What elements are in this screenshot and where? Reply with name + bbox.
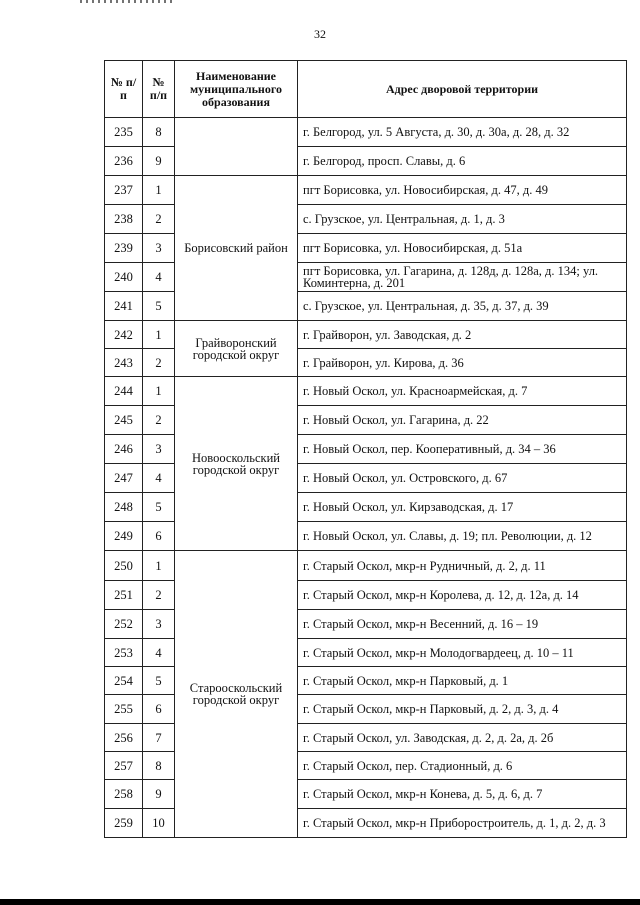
row-number-local: 3: [143, 234, 175, 263]
address-cell: г. Грайворон, ул. Заводская, д. 2: [298, 321, 627, 349]
address-cell: с. Грузское, ул. Центральная, д. 1, д. 3: [298, 205, 627, 234]
row-number-local: 2: [143, 581, 175, 610]
row-number: 235: [105, 118, 143, 147]
row-number: 238: [105, 205, 143, 234]
row-number: 244: [105, 377, 143, 406]
row-number: 245: [105, 406, 143, 435]
row-number-local: 1: [143, 377, 175, 406]
territories-table: [104, 60, 627, 838]
address-cell: г. Новый Оскол, ул. Кирзаводская, д. 17: [298, 493, 627, 522]
row-number: 236: [105, 147, 143, 176]
row-number-local: 1: [143, 176, 175, 205]
header-municipality: Наименование муниципального образования: [175, 61, 298, 118]
address-cell: г. Новый Оскол, ул. Славы, д. 19; пл. Революции, д. 12: [298, 522, 627, 551]
header-row-number: № п/п: [105, 61, 143, 118]
row-number-local: 6: [143, 522, 175, 551]
address-cell: пгт Борисовка, ул. Новосибирская, д. 51а: [298, 234, 627, 263]
address-cell: пгт Борисовка, ул. Гагарина, д. 128д, д. 128а, д. 134; ул. Коминтерна, д. 201: [298, 263, 627, 292]
municipality-cell: Старооскольский городской округ: [175, 551, 298, 838]
row-number-local: 2: [143, 406, 175, 435]
row-number-local: 7: [143, 724, 175, 752]
address-cell: г. Старый Оскол, мкр-н Королева, д. 12, д. 12а, д. 14: [298, 581, 627, 610]
address-cell: г. Старый Оскол, мкр-н Весенний, д. 16 – 19: [298, 610, 627, 639]
address-cell: г. Белгород, ул. 5 Августа, д. 30, д. 30а, д. 28, д. 32: [298, 118, 627, 147]
address-cell: пгт Борисовка, ул. Новосибирская, д. 47, д. 49: [298, 176, 627, 205]
row-number: 237: [105, 176, 143, 205]
municipality-cell: [175, 118, 298, 176]
table-body: [105, 118, 627, 838]
row-number: 251: [105, 581, 143, 610]
row-number: 259: [105, 809, 143, 838]
row-number: 248: [105, 493, 143, 522]
row-number-local: 5: [143, 292, 175, 321]
address-cell: г. Старый Оскол, мкр-н Парковый, д. 1: [298, 667, 627, 695]
row-number-local: 5: [143, 667, 175, 695]
row-number: 252: [105, 610, 143, 639]
table-row: [105, 377, 627, 406]
address-cell: г. Белгород, просп. Славы, д. 6: [298, 147, 627, 176]
row-number: 247: [105, 464, 143, 493]
header-address: Адрес дворовой территории: [298, 61, 627, 118]
row-number-local: 10: [143, 809, 175, 838]
row-number-local: 8: [143, 752, 175, 780]
row-number-local: 1: [143, 321, 175, 349]
address-cell: г. Новый Оскол, ул. Островского, д. 67: [298, 464, 627, 493]
header-row-number-local: № п/п: [143, 61, 175, 118]
address-cell: г. Новый Оскол, пер. Кооперативный, д. 34 – 36: [298, 435, 627, 464]
row-number: 240: [105, 263, 143, 292]
municipality-cell: Новооскольский городской округ: [175, 377, 298, 551]
row-number: 243: [105, 349, 143, 377]
page-number: 32: [314, 27, 326, 41]
row-number: 239: [105, 234, 143, 263]
row-number: 242: [105, 321, 143, 349]
row-number-local: 9: [143, 147, 175, 176]
row-number: 246: [105, 435, 143, 464]
scan-artifact-top: [80, 0, 175, 3]
municipality-cell: Борисовский район: [175, 176, 298, 321]
scan-artifact-bottom: [0, 899, 640, 905]
address-cell: г. Старый Оскол, ул. Заводская, д. 2, д. 2а, д. 2б: [298, 724, 627, 752]
address-cell: г. Старый Оскол, мкр-н Конева, д. 5, д. 6, д. 7: [298, 780, 627, 809]
row-number: 241: [105, 292, 143, 321]
address-cell: с. Грузское, ул. Центральная, д. 35, д. 37, д. 39: [298, 292, 627, 321]
row-number: 258: [105, 780, 143, 809]
row-number: 253: [105, 639, 143, 667]
address-cell: г. Старый Оскол, пер. Стадионный, д. 6: [298, 752, 627, 780]
address-cell: г. Старый Оскол, мкр-н Молодогвардеец, д. 10 – 11: [298, 639, 627, 667]
row-number-local: 3: [143, 610, 175, 639]
table-row: [105, 118, 627, 147]
row-number: 254: [105, 667, 143, 695]
table-row: [105, 551, 627, 581]
address-cell: г. Новый Оскол, ул. Красноармейская, д. 7: [298, 377, 627, 406]
row-number-local: 5: [143, 493, 175, 522]
row-number: 250: [105, 551, 143, 581]
address-cell: г. Грайворон, ул. Кирова, д. 36: [298, 349, 627, 377]
row-number: 256: [105, 724, 143, 752]
row-number: 255: [105, 695, 143, 724]
table-row: [105, 321, 627, 349]
row-number-local: 3: [143, 435, 175, 464]
row-number-local: 2: [143, 349, 175, 377]
row-number-local: 8: [143, 118, 175, 147]
row-number-local: 4: [143, 263, 175, 292]
table-row: [105, 176, 627, 205]
address-cell: г. Старый Оскол, мкр-н Парковый, д. 2, д. 3, д. 4: [298, 695, 627, 724]
row-number: 249: [105, 522, 143, 551]
table-header-row: [105, 61, 627, 118]
row-number-local: 2: [143, 205, 175, 234]
row-number-local: 9: [143, 780, 175, 809]
address-cell: г. Новый Оскол, ул. Гагарина, д. 22: [298, 406, 627, 435]
row-number-local: 1: [143, 551, 175, 581]
municipality-cell: Грайворонский городской округ: [175, 321, 298, 377]
row-number: 257: [105, 752, 143, 780]
row-number-local: 4: [143, 639, 175, 667]
row-number-local: 4: [143, 464, 175, 493]
row-number-local: 6: [143, 695, 175, 724]
address-cell: г. Старый Оскол, мкр-н Приборостроитель, д. 1, д. 2, д. 3: [298, 809, 627, 838]
address-cell: г. Старый Оскол, мкр-н Рудничный, д. 2, д. 11: [298, 551, 627, 581]
